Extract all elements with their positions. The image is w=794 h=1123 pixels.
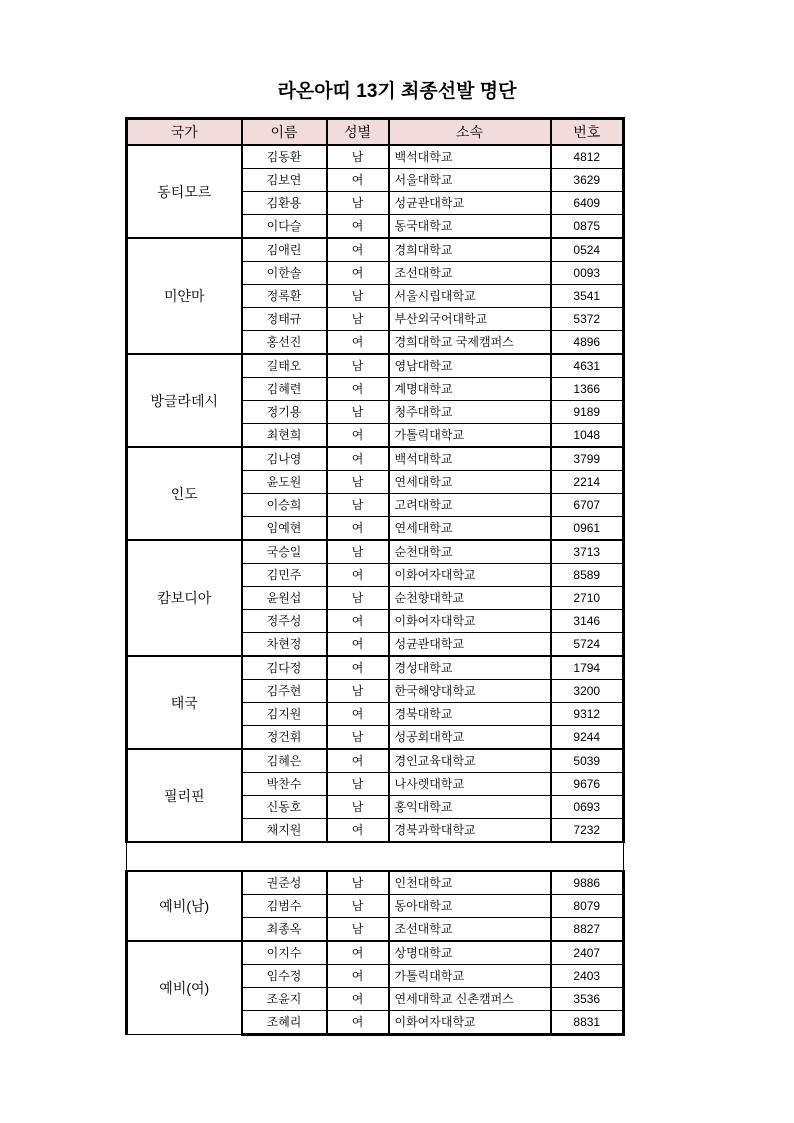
gender-cell: 여 [327, 703, 389, 726]
affiliation-cell: 청주대학교 [389, 401, 551, 424]
table-row [127, 656, 624, 680]
affiliation-cell: 이화여자대학교 [389, 1011, 551, 1035]
number-cell: 9886 [551, 871, 624, 895]
country-cell: 인도 [127, 447, 242, 540]
number-cell: 8827 [551, 918, 624, 942]
gender-cell: 여 [327, 633, 389, 657]
name-cell: 정주성 [242, 610, 327, 633]
name-cell: 김혜련 [242, 378, 327, 401]
column-header: 성별 [327, 119, 389, 146]
spacer-cell [127, 842, 624, 871]
number-cell: 3629 [551, 169, 624, 192]
affiliation-cell: 백석대학교 [389, 145, 551, 169]
name-cell: 김보연 [242, 169, 327, 192]
number-cell: 3541 [551, 285, 624, 308]
gender-cell: 여 [327, 517, 389, 541]
table-row [127, 941, 624, 965]
number-cell: 9676 [551, 773, 624, 796]
number-cell: 3200 [551, 680, 624, 703]
gender-cell: 여 [327, 378, 389, 401]
number-cell: 8589 [551, 564, 624, 587]
name-cell: 김주현 [242, 680, 327, 703]
gender-cell: 남 [327, 796, 389, 819]
number-cell: 0693 [551, 796, 624, 819]
number-cell: 9189 [551, 401, 624, 424]
gender-cell: 여 [327, 749, 389, 773]
gender-cell: 남 [327, 773, 389, 796]
table-row [127, 540, 624, 564]
affiliation-cell: 고려대학교 [389, 494, 551, 517]
number-cell: 3536 [551, 988, 624, 1011]
affiliation-cell: 조선대학교 [389, 918, 551, 942]
affiliation-cell: 연세대학교 신촌캠퍼스 [389, 988, 551, 1011]
page-title: 라온아띠 13기 최종선발 명단 [277, 81, 517, 102]
name-cell: 신동호 [242, 796, 327, 819]
gender-cell: 남 [327, 895, 389, 918]
selection-table [125, 117, 625, 1036]
number-cell: 0875 [551, 215, 624, 239]
name-cell: 김다정 [242, 656, 327, 680]
name-cell: 임수정 [242, 965, 327, 988]
gender-cell: 남 [327, 285, 389, 308]
gender-cell: 남 [327, 471, 389, 494]
name-cell: 윤도원 [242, 471, 327, 494]
gender-cell: 여 [327, 656, 389, 680]
name-cell: 차현정 [242, 633, 327, 657]
number-cell: 0524 [551, 238, 624, 262]
number-cell: 8831 [551, 1011, 624, 1035]
name-cell: 김나영 [242, 447, 327, 471]
name-cell: 이지수 [242, 941, 327, 965]
affiliation-cell: 홍익대학교 [389, 796, 551, 819]
affiliation-cell: 백석대학교 [389, 447, 551, 471]
gender-cell: 여 [327, 262, 389, 285]
affiliation-cell: 성균관대학교 [389, 633, 551, 657]
column-header: 국가 [127, 119, 242, 146]
affiliation-cell: 상명대학교 [389, 941, 551, 965]
gender-cell: 여 [327, 238, 389, 262]
gender-cell: 남 [327, 145, 389, 169]
name-cell: 길태오 [242, 354, 327, 378]
number-cell: 2403 [551, 965, 624, 988]
affiliation-cell: 이화여자대학교 [389, 610, 551, 633]
number-cell: 2407 [551, 941, 624, 965]
gender-cell: 여 [327, 169, 389, 192]
number-cell: 7232 [551, 819, 624, 843]
gender-cell: 여 [327, 988, 389, 1011]
number-cell: 1366 [551, 378, 624, 401]
gender-cell: 여 [327, 447, 389, 471]
country-cell: 미얀마 [127, 238, 242, 354]
number-cell: 1048 [551, 424, 624, 448]
affiliation-cell: 동국대학교 [389, 215, 551, 239]
country-cell: 예비(여) [127, 941, 242, 1035]
gender-cell: 여 [327, 215, 389, 239]
header-row [127, 119, 624, 146]
number-cell: 2710 [551, 587, 624, 610]
affiliation-cell: 경북대학교 [389, 703, 551, 726]
affiliation-cell: 동아대학교 [389, 895, 551, 918]
gender-cell: 여 [327, 965, 389, 988]
number-cell: 5039 [551, 749, 624, 773]
name-cell: 홍선진 [242, 331, 327, 355]
number-cell: 3713 [551, 540, 624, 564]
affiliation-cell: 순천대학교 [389, 540, 551, 564]
number-cell: 4631 [551, 354, 624, 378]
gender-cell: 남 [327, 871, 389, 895]
affiliation-cell: 계명대학교 [389, 378, 551, 401]
gender-cell: 남 [327, 354, 389, 378]
table-row [127, 354, 624, 378]
gender-cell: 여 [327, 610, 389, 633]
column-header: 소속 [389, 119, 551, 146]
number-cell: 0093 [551, 262, 624, 285]
country-cell: 태국 [127, 656, 242, 749]
table-row [127, 871, 624, 895]
gender-cell: 여 [327, 424, 389, 448]
name-cell: 정건휘 [242, 726, 327, 750]
country-cell: 캄보디아 [127, 540, 242, 656]
gender-cell: 남 [327, 918, 389, 942]
gender-cell: 남 [327, 680, 389, 703]
country-cell: 예비(남) [127, 871, 242, 941]
affiliation-cell: 인천대학교 [389, 871, 551, 895]
affiliation-cell: 부산외국어대학교 [389, 308, 551, 331]
gender-cell: 남 [327, 308, 389, 331]
column-header: 이름 [242, 119, 327, 146]
name-cell: 이다슬 [242, 215, 327, 239]
name-cell: 이승희 [242, 494, 327, 517]
affiliation-cell: 나사렛대학교 [389, 773, 551, 796]
affiliation-cell: 순천향대학교 [389, 587, 551, 610]
name-cell: 임예현 [242, 517, 327, 541]
affiliation-cell: 성균관대학교 [389, 192, 551, 215]
name-cell: 김민주 [242, 564, 327, 587]
gender-cell: 여 [327, 331, 389, 355]
affiliation-cell: 경희대학교 [389, 238, 551, 262]
affiliation-cell: 조선대학교 [389, 262, 551, 285]
gender-cell: 남 [327, 401, 389, 424]
table-row [127, 749, 624, 773]
number-cell: 3799 [551, 447, 624, 471]
affiliation-cell: 영남대학교 [389, 354, 551, 378]
name-cell: 김범수 [242, 895, 327, 918]
gender-cell: 남 [327, 540, 389, 564]
table-row [127, 447, 624, 471]
number-cell: 9244 [551, 726, 624, 750]
gender-cell: 남 [327, 494, 389, 517]
name-cell: 이한솔 [242, 262, 327, 285]
number-cell: 8079 [551, 895, 624, 918]
affiliation-cell: 한국해양대학교 [389, 680, 551, 703]
affiliation-cell: 경북과학대학교 [389, 819, 551, 843]
number-cell: 5724 [551, 633, 624, 657]
number-cell: 6707 [551, 494, 624, 517]
affiliation-cell: 경희대학교 국제캠퍼스 [389, 331, 551, 355]
number-cell: 6409 [551, 192, 624, 215]
name-cell: 채지원 [242, 819, 327, 843]
name-cell: 최종옥 [242, 918, 327, 942]
spacer-row [127, 842, 624, 871]
affiliation-cell: 경성대학교 [389, 656, 551, 680]
country-cell: 동티모르 [127, 145, 242, 238]
country-cell: 방글라데시 [127, 354, 242, 447]
name-cell: 정록환 [242, 285, 327, 308]
number-cell: 3146 [551, 610, 624, 633]
country-cell: 필리핀 [127, 749, 242, 842]
column-header: 번호 [551, 119, 624, 146]
number-cell: 5372 [551, 308, 624, 331]
name-cell: 권준성 [242, 871, 327, 895]
name-cell: 윤원섭 [242, 587, 327, 610]
name-cell: 국승일 [242, 540, 327, 564]
name-cell: 최현희 [242, 424, 327, 448]
name-cell: 조윤지 [242, 988, 327, 1011]
table-row [127, 145, 624, 169]
name-cell: 정기용 [242, 401, 327, 424]
affiliation-cell: 가톨릭대학교 [389, 965, 551, 988]
name-cell: 조혜리 [242, 1011, 327, 1035]
table-row [127, 238, 624, 262]
gender-cell: 남 [327, 192, 389, 215]
name-cell: 김동환 [242, 145, 327, 169]
table-header [127, 119, 624, 146]
number-cell: 2214 [551, 471, 624, 494]
affiliation-cell: 가톨릭대학교 [389, 424, 551, 448]
gender-cell: 여 [327, 819, 389, 843]
number-cell: 9312 [551, 703, 624, 726]
affiliation-cell: 서울대학교 [389, 169, 551, 192]
gender-cell: 남 [327, 726, 389, 750]
table-body [127, 145, 624, 1035]
gender-cell: 여 [327, 564, 389, 587]
name-cell: 김애린 [242, 238, 327, 262]
name-cell: 박찬수 [242, 773, 327, 796]
gender-cell: 남 [327, 587, 389, 610]
name-cell: 정태규 [242, 308, 327, 331]
name-cell: 김혜은 [242, 749, 327, 773]
number-cell: 1794 [551, 656, 624, 680]
affiliation-cell: 성공회대학교 [389, 726, 551, 750]
affiliation-cell: 연세대학교 [389, 517, 551, 541]
affiliation-cell: 연세대학교 [389, 471, 551, 494]
affiliation-cell: 경인교육대학교 [389, 749, 551, 773]
number-cell: 4896 [551, 331, 624, 355]
number-cell: 0961 [551, 517, 624, 541]
name-cell: 김환용 [242, 192, 327, 215]
affiliation-cell: 이화여자대학교 [389, 564, 551, 587]
name-cell: 김지원 [242, 703, 327, 726]
gender-cell: 여 [327, 1011, 389, 1035]
gender-cell: 여 [327, 941, 389, 965]
affiliation-cell: 서울시립대학교 [389, 285, 551, 308]
number-cell: 4812 [551, 145, 624, 169]
